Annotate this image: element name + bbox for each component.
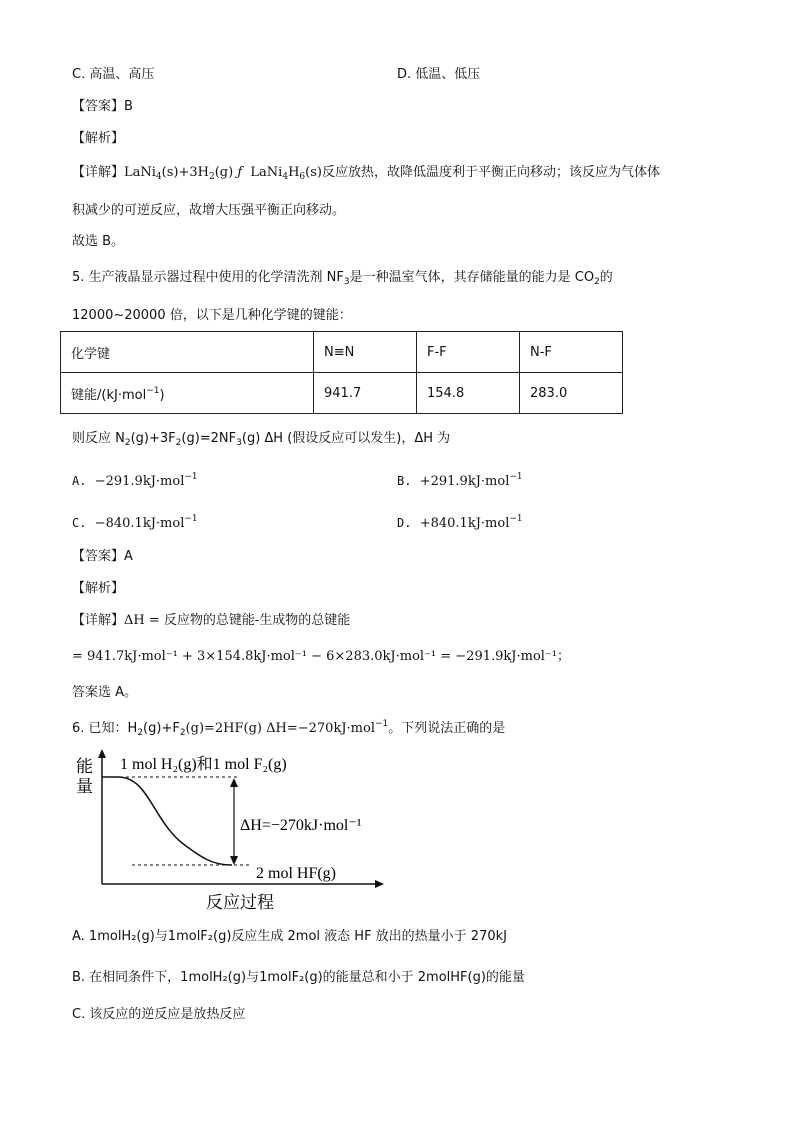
stem-text: 6. 已知：H (72, 721, 138, 736)
products-label: 2 mol HF(g) (256, 865, 336, 882)
q5-conclusion: 答案选 A。 (72, 685, 138, 700)
row-label-end: ) (159, 387, 165, 403)
eq-h2: (s)+3H (161, 165, 209, 180)
q5-option-b: B. +291.9kJ·mol$^{-1}$ (397, 472, 523, 489)
table-cell: 941.7 (314, 373, 417, 414)
option-label: C. (72, 516, 87, 530)
stem-text-b: 是一种温室气体，其存储能量的能力是 CO (349, 270, 595, 285)
table-header-cell: N≡N (314, 332, 417, 373)
x-axis-arrow-icon (375, 880, 384, 888)
table-header-cell: F-F (417, 332, 520, 373)
q4-option-d: D. 低温、低压 (397, 67, 481, 82)
q-text-3: (g) ΔH (假设反应可以发生)，ΔH 为 (241, 431, 451, 446)
q5-option-c: C. −840.1kJ·mol$^{-1}$ (72, 514, 198, 531)
q4-option-c: C. 高温、高压 (72, 67, 155, 82)
answer-label: 【答案】 (72, 549, 125, 564)
q5-detail-line-1 (72, 612, 350, 630)
q4-conclusion: 故选 B。 (72, 234, 125, 249)
table-header-row (61, 332, 623, 373)
arrow-up-icon (230, 778, 238, 787)
equilibrium-arrow: ƒ (237, 165, 243, 180)
q-text: 则反应 N (72, 431, 125, 446)
detail-formula: ΔH = 反应物的总键能-生成物的总键能 (124, 613, 351, 628)
table-row-label: 键能/(kJ·mol$^{-1}$) (61, 373, 314, 414)
x-axis-label: 反应过程 (206, 893, 274, 912)
q4-detail-line-1: 【详解】$LaNi_4(s)+3H_2(g)$ ƒ $LaNi_4H_6(s)$反应放热，故降低温度利于平衡正向移动；该反应为气体体 (72, 165, 660, 182)
option-value: −840.1kJ·mol (94, 516, 185, 531)
q4-answer (72, 98, 133, 116)
table-header-cell: 化学键 (61, 332, 314, 373)
row-label-text: 键能/(kJ·mol (71, 387, 147, 403)
option-value: −291.9kJ·mol (94, 474, 185, 489)
q6-option-b: B. 在相同条件下，1molH₂(g)与1molF₂(g)的能量总和小于 2molHF(g)的能量 (72, 970, 525, 985)
stem-text: 5. 生产液晶显示器过程中使用的化学清洗剂 NF (72, 270, 344, 285)
q5-option-a: A. −291.9kJ·mol$^{-1}$ (72, 472, 198, 489)
answer-value: B (124, 99, 133, 114)
table-header-cell: N-F (520, 332, 623, 373)
stem-text-3: 。下列说法正确的是 (388, 721, 506, 736)
table-cell: 154.8 (417, 373, 520, 414)
arrow-down-icon (230, 856, 238, 865)
option-value: +291.9kJ·mol (419, 474, 510, 489)
stem-text-1: (g)+F (143, 721, 180, 736)
energy-diagram (72, 748, 402, 918)
reactants-label: 1 mol H₂(g)和1 mol F₂(g) (120, 756, 287, 773)
q6-option-c: C. 该反应的逆反应是放热反应 (72, 1007, 246, 1022)
q5-stem-line-1: 5. 生产液晶显示器过程中使用的化学清洗剂 $NF_3$是一种温室气体，其存储能量的能力是 $CO_2$的 (72, 270, 613, 287)
answer-value: A (124, 549, 133, 564)
stem-text-2: (g)=2HF(g) ΔH=−270kJ·mol (185, 721, 375, 736)
eq-lani4: LaNi (124, 165, 156, 180)
q-text-1: (g)+3F (130, 431, 176, 446)
stem-text-c: 的 (599, 270, 613, 285)
option-label: B. (397, 474, 412, 488)
detail-label: 【详解】 (72, 613, 125, 628)
detail-label: 【详解】 (72, 165, 125, 180)
answer-label: 【答案】 (72, 99, 125, 114)
q6-stem: 6. 已知：$H_2(g)+F_2(g)=2HF(g)$ ΔH=−270kJ·mol$^{-1}$。下列说法正确的是 (72, 719, 506, 738)
table-row (61, 373, 623, 414)
y-axis-arrow-icon (98, 749, 106, 758)
y-axis-label-2: 量 (76, 777, 93, 796)
q4-detail-line-2: 积减少的可逆反应，故增大压强平衡正向移动。 (72, 203, 346, 218)
q6-option-a: A. 1molH₂(g)与1molF₂(g)反应生成 2mol 液态 HF 放出的热量小于 270kJ (72, 929, 507, 944)
eq-product-h: H (288, 165, 300, 180)
eq-product-s: (s) (305, 165, 322, 180)
q-text-2: (g)=2NF (181, 431, 237, 446)
option-value: +840.1kJ·mol (419, 516, 510, 531)
q5-analysis-label: 【解析】 (72, 581, 125, 596)
delta-h-label: ΔH=−270kJ·mol⁻¹ (240, 817, 362, 834)
table-cell: 283.0 (520, 373, 623, 414)
q4-analysis-label: 【解析】 (72, 131, 125, 146)
detail-text: 反应放热，故降低温度利于平衡正向移动；该反应为气体体 (321, 165, 660, 180)
q5-answer (72, 548, 133, 566)
bond-energy-table (60, 331, 623, 414)
eq-product: LaNi (250, 165, 283, 180)
q5-question: 则反应 $N_2(g)+3F_2(g)=2NF_3(g)$ ΔH (假设反应可以发生)，ΔH 为 (72, 431, 451, 448)
energy-curve (102, 777, 232, 865)
q5-option-d: D. +840.1kJ·mol$^{-1}$ (397, 514, 523, 531)
q5-stem-line-2: 12000~20000 倍，以下是几种化学键的键能： (72, 308, 352, 323)
option-label: D. (397, 516, 412, 530)
option-label: A. (72, 474, 87, 488)
eq-g: (g) (214, 165, 234, 180)
y-axis-label-1: 能 (76, 757, 93, 776)
q5-detail-line-2: = 941.7kJ·mol⁻¹ + 3×154.8kJ·mol⁻¹ − 6×283.0kJ·mol⁻¹ = −291.9kJ·mol⁻¹； (72, 649, 571, 664)
